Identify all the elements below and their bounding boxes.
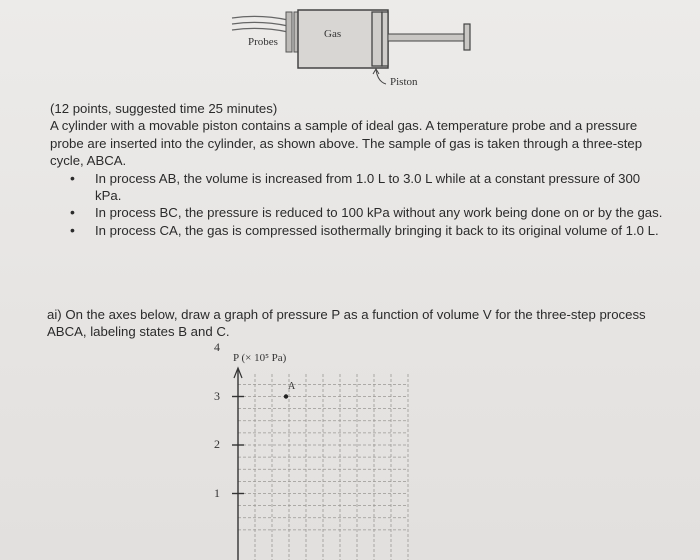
cylinder-diagram (230, 8, 490, 98)
pv-grid[interactable] (200, 352, 420, 560)
question-part-a (47, 306, 677, 341)
process-list (50, 170, 670, 240)
point-a-label: A (288, 380, 296, 392)
process-bc-item: • In process BC, the pressure is reduced to 100 kPa without any work being done on or by the gas. (50, 204, 670, 221)
question-text: ai) On the axes below, draw a graph of pressure P as a function of volume V for the three-step process ABCA, labeling states B and C. (47, 307, 646, 340)
probes-label: Probes (248, 36, 278, 48)
gas-label: Gas (324, 28, 342, 40)
pv-graph[interactable] (200, 340, 420, 560)
y-tick-label: 1 (214, 485, 220, 500)
problem-statement (50, 100, 670, 239)
process-ca-item: • In process CA, the gas is compressed isothermally bringing it back to its original volume of 1.0 L. (50, 222, 670, 239)
piston-label: Piston (390, 76, 418, 88)
process-ab-item: • In process AB, the volume is increased from 1.0 L to 3.0 L while at a constant pressure of 300 kPa. (50, 170, 670, 205)
y-tick-label: 4 (214, 340, 220, 354)
y-tick-label: 3 (214, 388, 220, 403)
y-axis-title: P (× 10⁵ Pa) (233, 352, 287, 364)
point-a-marker (284, 394, 288, 398)
y-tick-label: 2 (214, 437, 220, 451)
cylinder-figure (230, 8, 490, 98)
problem-description: A cylinder with a movable piston contains a sample of ideal gas. A temperature probe and a pressure probe are inserted into the cylinder, as shown above. The sample of gas is taken through a three-step cycle, ABCA. (50, 118, 643, 169)
problem-intro: (12 points, suggested time 25 minutes) (50, 101, 278, 116)
